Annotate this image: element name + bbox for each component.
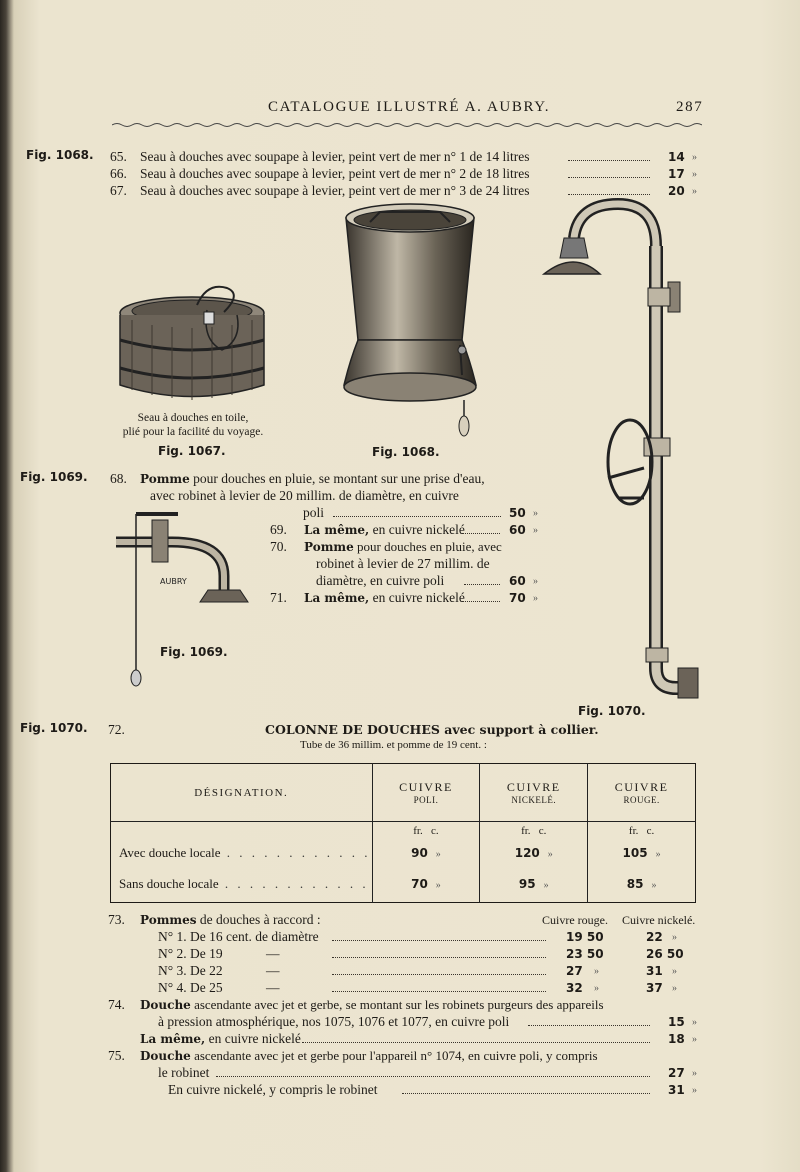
running-title: CATALOGUE ILLUSTRÉ A. AUBRY. bbox=[268, 99, 551, 115]
item-74-bold: Douche bbox=[140, 998, 191, 1012]
item-71-bold: La même, bbox=[304, 591, 370, 605]
item-74-price-2: 18 bbox=[668, 1032, 685, 1046]
table-cell bbox=[588, 865, 696, 902]
item-75-price-2: 31 bbox=[668, 1083, 685, 1097]
column-sub: POLI. bbox=[413, 795, 439, 806]
price-rouge: 19 50 bbox=[566, 930, 604, 944]
caption-fig1067-line2: plié pour la facilité du voyage. bbox=[122, 426, 264, 438]
item-75-price: 27 bbox=[668, 1066, 685, 1080]
leader-dots bbox=[402, 1093, 650, 1094]
item-65-cents: » bbox=[692, 152, 697, 163]
item-70-line3: diamètre, en cuivre poli bbox=[316, 573, 445, 588]
table-row bbox=[111, 840, 696, 865]
item-69-bold: La même, bbox=[304, 523, 370, 537]
item-66-number: 66. bbox=[110, 166, 127, 181]
item-70-price: 60 bbox=[509, 574, 526, 588]
cell-cents: » bbox=[655, 848, 661, 860]
item-70-text: pour douches en pluie, avec bbox=[356, 539, 502, 554]
item-75-bold: Douche bbox=[140, 1049, 191, 1063]
item-67-cents: » bbox=[692, 186, 697, 197]
table-row bbox=[111, 865, 696, 902]
table-cell bbox=[372, 865, 480, 902]
cents: » bbox=[692, 1085, 697, 1096]
leader-dots bbox=[568, 177, 650, 178]
caption-fig1067-line1: Seau à douches en toile, bbox=[137, 412, 249, 424]
item-71-number: 71. bbox=[270, 590, 287, 605]
margin-label-fig1070: Fig. 1070. bbox=[20, 721, 88, 735]
item-73-row-1: N° 1. De 16 cent. de diamètre bbox=[158, 929, 319, 944]
item-72-number: 72. bbox=[108, 722, 125, 737]
leader-dots bbox=[568, 160, 650, 161]
item-73-line bbox=[140, 912, 321, 928]
item-70-number: 70. bbox=[270, 539, 287, 554]
price-rouge: 32 bbox=[566, 981, 583, 995]
item-71-line bbox=[304, 590, 465, 606]
cell-value: 120 bbox=[514, 845, 540, 860]
cents: » bbox=[692, 1068, 697, 1079]
shower-bucket-illustration bbox=[340, 200, 480, 440]
item-71-cents: » bbox=[533, 593, 538, 604]
price-nickel: 26 50 bbox=[646, 947, 684, 961]
item-72-subtitle: Tube de 36 millim. et pomme de 19 cent. : bbox=[300, 739, 487, 751]
item-74-sub bbox=[140, 1031, 301, 1047]
item-74-text: ascendante avec jet et gerbe, se montant sur les robinets purgeurs des appareils bbox=[194, 997, 604, 1012]
cents: » bbox=[692, 1034, 697, 1045]
fig1068-label: Fig. 1068. bbox=[372, 445, 440, 459]
row-label-text: Avec douche locale bbox=[119, 844, 221, 860]
cell-cents: » bbox=[543, 879, 549, 891]
item-69-line bbox=[304, 522, 465, 538]
item-67-price: 20 bbox=[668, 184, 685, 198]
column-header-nickele bbox=[480, 764, 588, 822]
cents: » bbox=[672, 966, 677, 977]
item-75-line1 bbox=[140, 1048, 598, 1064]
canvas-bucket-illustration bbox=[112, 280, 272, 408]
designation-header: DÉSIGNATION. bbox=[111, 764, 373, 822]
leader-dots bbox=[528, 1025, 650, 1026]
item-65-price: 14 bbox=[668, 150, 685, 164]
item-66-cents: » bbox=[692, 169, 697, 180]
column-header-poli bbox=[372, 764, 480, 822]
leader-dots bbox=[332, 991, 546, 992]
table-cell bbox=[588, 840, 696, 865]
item-65-text: Seau à douches avec soupape à levier, peint vert de mer n° 1 de 14 litres bbox=[140, 149, 530, 164]
table-cell bbox=[480, 840, 588, 865]
price-nickel: 37 bbox=[646, 981, 663, 995]
leader-dots bbox=[568, 194, 650, 195]
leader-dots bbox=[462, 533, 500, 534]
item-73-row-3: N° 3. De 22 bbox=[158, 963, 223, 978]
price-nickel: 22 bbox=[646, 930, 663, 944]
currency-label: fr. c. bbox=[628, 825, 655, 838]
item-74-sub-bold: La même, bbox=[140, 1032, 206, 1046]
item-73-number: 73. bbox=[108, 912, 125, 927]
ditto-dash: — bbox=[266, 963, 280, 978]
item-74-number: 74. bbox=[108, 997, 125, 1012]
item-75-line2: le robinet bbox=[158, 1065, 210, 1080]
item-69-cents: » bbox=[533, 525, 538, 536]
item-70-line2: robinet à levier de 27 millim. de bbox=[316, 556, 490, 571]
shower-column-illustration bbox=[538, 198, 706, 706]
page-number: 287 bbox=[676, 99, 704, 115]
item-66-text: Seau à douches avec soupape à levier, peint vert de mer n° 2 de 18 litres bbox=[140, 166, 530, 181]
cell-value: 105 bbox=[622, 845, 648, 860]
leader-dots bbox=[462, 601, 500, 602]
margin-label-fig1069: Fig. 1069. bbox=[20, 470, 88, 484]
item-68-price: 50 bbox=[509, 506, 526, 520]
item-68-bold: Pomme bbox=[140, 472, 190, 486]
column-heading-rouge: Cuivre rouge. bbox=[542, 913, 608, 927]
currency-label: fr. c. bbox=[372, 822, 480, 841]
table-cell bbox=[372, 840, 480, 865]
header-rule bbox=[112, 122, 702, 128]
cell-value: 85 bbox=[626, 876, 644, 891]
item-69-text: en cuivre nickelé bbox=[372, 522, 465, 537]
table-cell bbox=[480, 865, 588, 902]
leader-dots bbox=[332, 940, 546, 941]
item-74-line1 bbox=[140, 997, 604, 1013]
fig1069-label: Fig. 1069. bbox=[160, 645, 228, 659]
row-label: Avec douche locale . . . . . . . . . . . . bbox=[111, 840, 373, 865]
cell-cents: » bbox=[435, 879, 441, 891]
cell-value: 95 bbox=[518, 876, 536, 891]
column-label: CUIVRE bbox=[506, 780, 561, 795]
leader-dots bbox=[333, 516, 501, 517]
item-75-number: 75. bbox=[108, 1048, 125, 1063]
shower-head-illustration bbox=[112, 506, 268, 696]
item-65-number: 65. bbox=[110, 149, 127, 164]
price-rouge: 23 50 bbox=[566, 947, 604, 961]
column-sub: NICKELÉ. bbox=[511, 795, 557, 806]
item-74-sub-text: en cuivre nickelé bbox=[208, 1031, 301, 1046]
item-70-line1 bbox=[304, 539, 502, 555]
cents: » bbox=[692, 1017, 697, 1028]
ditto-dash: — bbox=[266, 946, 280, 961]
currency-row bbox=[111, 822, 696, 841]
leader-dots bbox=[332, 974, 546, 975]
cell-cents: » bbox=[547, 848, 553, 860]
item-73-text: de douches à raccord : bbox=[199, 912, 321, 927]
item-68-line3: poli bbox=[303, 505, 325, 520]
cell-cents: » bbox=[435, 848, 441, 860]
item-73-row-4: N° 4. De 25 bbox=[158, 980, 223, 995]
item-68-cents: » bbox=[533, 508, 538, 519]
item-68-line2: avec robinet à levier de 20 millim. de diamètre, en cuivre bbox=[150, 488, 459, 503]
item-73-row-2: N° 2. De 19 bbox=[158, 946, 223, 961]
item-68-text: pour douches en pluie, se montant sur une prise d'eau, bbox=[193, 471, 485, 486]
item-72-title: COLONNE DE DOUCHES avec support à collier. bbox=[265, 722, 599, 737]
leader-dots bbox=[216, 1076, 650, 1077]
table-header-row bbox=[111, 764, 696, 822]
item-75-text: ascendante avec jet et gerbe pour l'appareil n° 1074, en cuivre poli, y compris bbox=[194, 1048, 598, 1063]
row-label: Sans douche locale . . . . . . . . . . . . bbox=[111, 865, 373, 902]
item-69-number: 69. bbox=[270, 522, 287, 537]
engraving-text: AUBRY bbox=[160, 577, 187, 586]
item-73-bold: Pommes bbox=[140, 913, 197, 927]
row-label-text: Sans douche locale bbox=[119, 875, 219, 891]
item-71-text: en cuivre nickelé bbox=[372, 590, 465, 605]
column-header-rouge bbox=[588, 764, 696, 822]
item-67-text: Seau à douches avec soupape à levier, peint vert de mer n° 3 de 24 litres bbox=[140, 183, 530, 198]
column-sub: ROUGE. bbox=[623, 795, 660, 806]
item-67-number: 67. bbox=[110, 183, 127, 198]
cents: » bbox=[594, 966, 599, 977]
cents: » bbox=[672, 983, 677, 994]
item-68-number: 68. bbox=[110, 471, 127, 486]
column-label: CUIVRE bbox=[614, 780, 669, 795]
price-nickel: 31 bbox=[646, 964, 663, 978]
cell-value: 90 bbox=[411, 845, 428, 860]
item-70-bold: Pomme bbox=[304, 540, 354, 554]
leader-dots bbox=[464, 584, 500, 585]
column-heading-nickel: Cuivre nickelé. bbox=[622, 913, 696, 927]
item-69-price: 60 bbox=[509, 523, 526, 537]
item-74-price: 15 bbox=[668, 1015, 685, 1029]
fig1067-label: Fig. 1067. bbox=[158, 444, 226, 458]
item-71-price: 70 bbox=[509, 591, 526, 605]
margin-label-fig1068: Fig. 1068. bbox=[26, 148, 94, 162]
fig1070-label: Fig. 1070. bbox=[578, 704, 646, 718]
item-70-cents: » bbox=[533, 576, 538, 587]
cents: » bbox=[594, 983, 599, 994]
item-68-line1 bbox=[140, 471, 485, 487]
cents: » bbox=[672, 932, 677, 943]
cell-cents: » bbox=[651, 879, 657, 891]
price-rouge: 27 bbox=[566, 964, 583, 978]
currency-label: fr. c. bbox=[480, 822, 588, 841]
item-66-price: 17 bbox=[668, 167, 685, 181]
price-table bbox=[110, 763, 696, 903]
leader-dots bbox=[332, 957, 546, 958]
cell-value: 70 bbox=[411, 876, 428, 891]
ditto-dash: — bbox=[266, 980, 280, 995]
column-label: CUIVRE bbox=[399, 780, 453, 795]
item-75-line3: En cuivre nickelé, y compris le robinet bbox=[168, 1082, 378, 1097]
item-74-line2: à pression atmosphérique, nos 1075, 1076 et 1077, en cuivre poli bbox=[158, 1014, 510, 1029]
leader-dots bbox=[302, 1042, 650, 1043]
